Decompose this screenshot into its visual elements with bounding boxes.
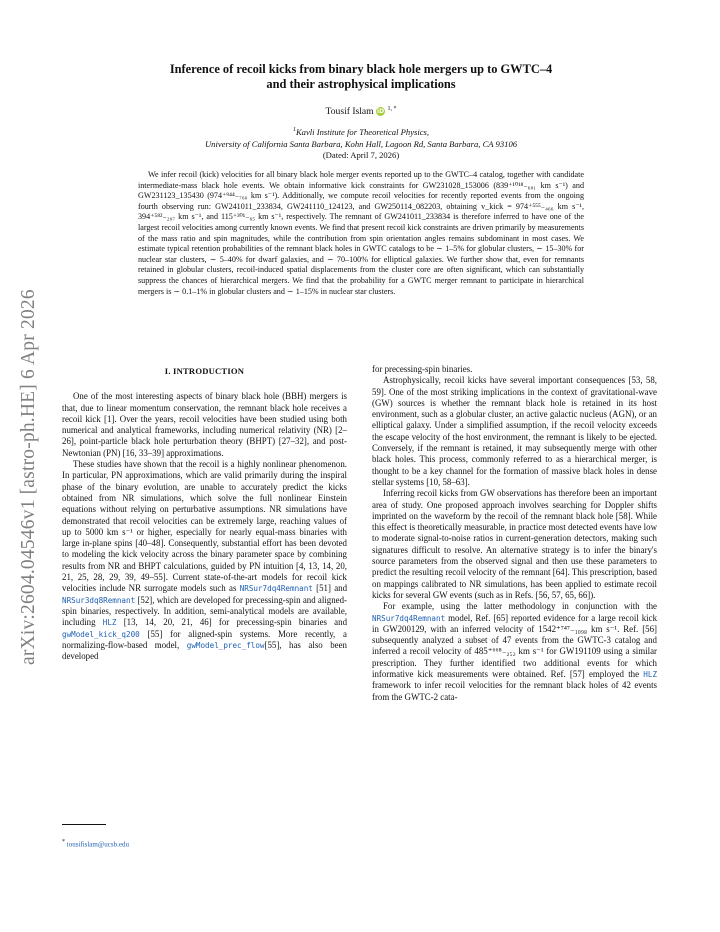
model-link-nrsur7dq4remnant-2[interactable]: NRSur7dq4Remnant — [372, 613, 446, 623]
model-link-gwmodel-kick-q200[interactable]: gwModel_kick_q200 — [62, 629, 140, 639]
right-column — [372, 364, 657, 703]
section-heading: I. INTRODUCTION — [164, 366, 245, 376]
model-link-hlz-2[interactable]: HLZ — [643, 670, 658, 680]
left-column — [62, 366, 347, 662]
abstract-text: We infer recoil (kick) velocities for all binary black hole merger events reported up to the GWTC–4 catalog, together with candidate intermediate-mass black hole events. We obtain informative kick constraints for GW231028_153006 (839⁺¹⁰¹⁸₋₆₈₁ km s⁻¹) and GW231123_135430 (974⁺⁹⁴⁴₋₇₆₀ km s⁻¹). Additionally, we compute recoil velocities for recently reported events from the ongoing fourth observing run: GW241011_233834, GW241110_124123, and GW250114_082203, obtaining v_kick = 974⁺⁵⁵⁵₋₄₆₆ km s⁻¹, 394⁺⁵⁸²₋₂₀₇ km s⁻¹, and 115⁺³⁰¹₋₆₅ km s⁻¹, respectively. The remnant of GW241011_233834 is therefore inferred to have one of the largest recoil velocities among currently known events. We find that present recoil kick constraints are driven primarily by measurements of the mass ratio and spin magnitudes, while the contribution from spin orientation angles remains subdominant in most cases. We estimate typical retention probabilities of the remnant black holes in GWTC catalogs to be ∼ 1–5% for globular clusters, ∼ 15–30% for nuclear star clusters, ∼ 5–40% for dwarf galaxies, and ∼ 70–100% for elliptical galaxies. We further show that, even for remnants retained in globular clusters, recoil-induced spatial displacements from the cluster core are often significant, which can substantially suppress the chances of hierarchical mergers. We find that the probability for a GWTC merger remnant to participate in hierarchical mergers is ∼ 0.1–1% in globular clusters and ∼ 1–15% in nuclear star clusters. — [138, 170, 584, 296]
orcid-icon[interactable]: iD — [377, 108, 385, 116]
author-line — [110, 106, 612, 117]
affiliation-line-2: University of California Santa Barbara, Kohn Hall, Lagoon Rd, Santa Barbara, CA 93106 — [204, 138, 518, 149]
intro-paragraph-4: Inferring recoil kicks from GW observations has therefore been an important area of study. One proposed approach involves searching for Doppler shifts imprinted on the waveform by the recoil of the remnant black hole [58]. While this effect is theoretically measurable, in practice most detected events have low to moderate signal-to-noise ratios in current-generation detectors, making such signatures difficult to resolve. An alternative strategy is to infer the binary's source parameters from the observed signal and then use these parameters to predict the resulting recoil velocity of the remnant [64]. This prescription, based on mappings calibrated to NR simulations, has been applied to estimate recoil kicks for several GW events (such as in Refs. [56, 57, 65, 66]). — [372, 488, 657, 600]
paper-date: (Dated: April 7, 2026) — [322, 150, 400, 160]
abstract — [138, 170, 584, 297]
footnote-email[interactable]: tousifislam@ucsb.edu — [66, 840, 129, 849]
footnote-rule — [62, 824, 106, 825]
author-marks: 1, * — [387, 106, 397, 112]
affiliation-line-1: $^1$Kavli Institute for Theoretical Physics, — [292, 126, 430, 137]
paper-title — [110, 62, 612, 92]
footnote-mark: * — [62, 839, 65, 845]
footnote — [62, 839, 129, 848]
intro-paragraph-5: For example, using the latter methodology in conjunction with the NRSur7dq4Remnant model, Ref. [65] reported evidence for a large recoil kick in GW200129, with an inferred velocity of 1542⁺⁷⁴⁷₋₁₀₉₈ km s⁻¹. Ref. [56] subsequently analyzed a subset of 47 events from the GWTC-3 catalog and inferred a recoil velocity of 485⁺⁶⁶⁸₋₂₅₂ km s⁻¹ for GW191109 using a similar prescription. They further identified two additional events for which informative kick measurements were obtained. Ref. [57] employed the HLZ framework to infer recoil velocities for the remnant black holes of 42 events from the GWTC-2 cata- — [372, 601, 658, 702]
intro-paragraph-2: These studies have shown that the recoil is a highly nonlinear phenomenon. In particular, PN approximations, which are valid primarily during the inspiral phase of the binary evolution, are unable to accurately predict the kicks obtained from NR simulations, which solve the full nonlinear Einstein equations without relying on perturbative assumptions. NR simulations have demonstrated that recoil velocities can be extremely large, reaching values of up to 5000 km s⁻¹ or higher, especially for nearly equal-mass binaries with large in-plane spins [40–48]. Consequently, substantial effort has been devoted to modeling the kick velocity across the binary parameter space by combining results from NR and BHPT calculations, guided by PN intuition [4, 13, 14, 20, 21, 25, 28, 29, 39, 49–55]. Current state-of-the-art models for recoil kick velocities include NR surrogate models such as NRSur7dq4Remnant [51] and NRSur3dq8Remnant [52], which are developed for precessing-spin and aligned-spin binaries, respectively. In addition, semi-analytical models are available, including HLZ [13, 14, 20, 21, 46] for precessing-spin binaries and gwModel_kick_q200 [55] for aligned-spin systems. More recently, a normalizing-flow-based model, gwModel_prec_flow[55], has also been developed — [62, 459, 348, 662]
model-link-nrsur7dq4remnant[interactable]: NRSur7dq4Remnant — [239, 584, 313, 594]
author-name: Tousif Islam — [325, 106, 374, 118]
intro-paragraph-1: One of the most interesting aspects of binary black hole (BBH) mergers is that, due to linear momentum conservation, the remnant black hole receives a recoil kick [1]. Over the years, recoil velocities have been studied using both numerical and analytical frameworks, including numerical relativity (NR) [2–26], point-particle black hole perturbation theory (BHPT) [27–32], and post-Newtonian (PN) [16, 33–39] approximations. — [62, 391, 347, 458]
affiliation-mark: 1 — [292, 127, 296, 133]
model-link-hlz[interactable]: HLZ — [102, 618, 117, 628]
intro-paragraph-3: Astrophysically, recoil kicks have several important consequences [53, 58, 59]. One of the most striking implications in the context of gravitational-wave (GW) sources is whether the remnant black hole is retained in its host environment, such as a globular cluster, an active galactic nucleus (AGN), or an elliptical galaxy. Under a simplified assumption, if the recoil velocity exceeds the escape velocity of the host environment, the remnant is likely to be ejected. Conversely, if the remnant is retained, it may subsequently merge with other black holes. This process, commonly referred to as a hierarchical merger, is thought to be a key channel for the formation of massive black holes in dense stellar systems [10, 58–63]. — [372, 375, 657, 487]
affiliation — [110, 124, 612, 150]
title-line-1: Inference of recoil kicks from binary black hole mergers up to GWTC–4 — [169, 62, 553, 76]
model-link-nrsur3dq8remnant[interactable]: NRSur3dq8Remnant — [62, 595, 136, 605]
arxiv-identifier[interactable]: arXiv:2604.04546v1 [astro-ph.HE] 6 Apr 2026 — [18, 289, 39, 665]
intro-paragraph-continued: for precessing-spin binaries. — [372, 364, 473, 374]
title-line-2: and their astrophysical implications — [266, 77, 456, 91]
model-link-gwmodel-prec-flow[interactable]: gwModel_prec_flow — [186, 640, 265, 650]
